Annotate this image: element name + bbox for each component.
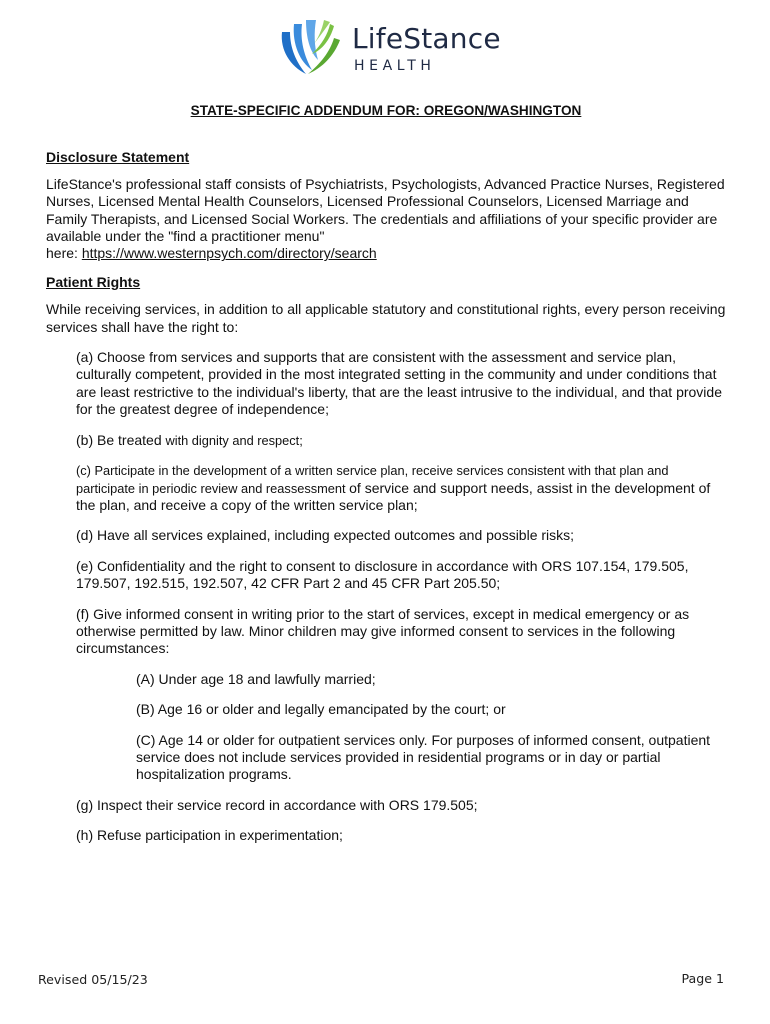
document-body: [46, 102, 726, 845]
patient-rights-intro: While receiving services, in addition to all applicable statutory and constitutional rights, every person receiving services shall have the right to:: [46, 301, 726, 335]
right-subitem-f-c: (C) Age 14 or older for outpatient services only. For purposes of informed consent, outpatient service does not include services provided in residential programs or in day or partial hospitalization programs.: [136, 731, 711, 783]
patient-rights-heading: Patient Rights: [46, 273, 141, 290]
right-item-c-rest: of service and support needs, assist in the development of the plan, and receive a copy of the written service plan;: [76, 479, 711, 513]
right-item-b: [76, 432, 726, 449]
right-item-c: [76, 462, 726, 514]
disclosure-here-label: here:: [46, 245, 82, 262]
disclosure-heading: Disclosure Statement: [46, 149, 190, 166]
right-item-d: (d) Have all services explained, including expected outcomes and possible risks;: [76, 527, 575, 544]
lifestance-emblem-icon: [276, 20, 346, 78]
right-item-h: (h) Refuse participation in experimentation;: [76, 827, 343, 844]
page-number: Page 1: [681, 971, 724, 986]
right-item-a: (a) Choose from services and supports that are consistent with the assessment and service plan, culturally competent, provided in the most integrated setting in the community and under conditions that are least restrictive to the individual's liberty, that are the least intrusive to the individual, and that provide for the greatest degree of independence;: [76, 349, 722, 418]
right-item-e: (e) Confidentiality and the right to consent to disclosure in accordance with ORS 107.154, 179.505, 179.507, 192.515, 192.507, 42 CFR Part 2 and 45 CFR Part 205.50;: [76, 557, 689, 592]
right-item-f: (f) Give informed consent in writing prior to the start of services, except in medical emergency or as otherwise permitted by law. Minor children may give informed consent to services in the following circumstances:: [76, 605, 690, 657]
right-subitem-f-a: (A) Under age 18 and lawfully married;: [136, 670, 376, 687]
right-item-c-small: (c) Participate in the development of a written service plan, receive services consistent with that plan and participate in periodic review and reassessment: [76, 463, 669, 496]
logo-wordmark: LifeStance: [352, 22, 501, 55]
disclosure-text: [46, 176, 726, 263]
page-title: STATE-SPECIFIC ADDENDUM FOR: OREGON/WASHINGTON: [190, 103, 582, 118]
logo-subtitle: HEALTH: [354, 58, 436, 74]
lifestance-logo: [276, 20, 506, 76]
provider-directory-link[interactable]: https://www.westernpsych.com/directory/search: [81, 245, 377, 262]
disclosure-body: LifeStance's professional staff consists of Psychiatrists, Psychologists, Advanced Practice Nurses, Registered Nurses, Licensed Mental Health Counselors, Licensed Professional Counselors, Licensed Marriage and Family Therapists, and Licensed Social Workers. The credentials and affiliations of your specific provider are available under the "find a practitioner menu": [46, 175, 725, 245]
right-item-g: (g) Inspect their service record in accordance with ORS 179.505;: [76, 796, 478, 813]
right-item-b-start: (b) Be treated: [76, 431, 166, 448]
revision-date: Revised 05/15/23: [38, 972, 148, 987]
right-item-b-rest: with dignity and respect;: [165, 432, 303, 448]
right-subitem-f-b: (B) Age 16 or older and legally emancipated by the court; or: [136, 701, 506, 718]
